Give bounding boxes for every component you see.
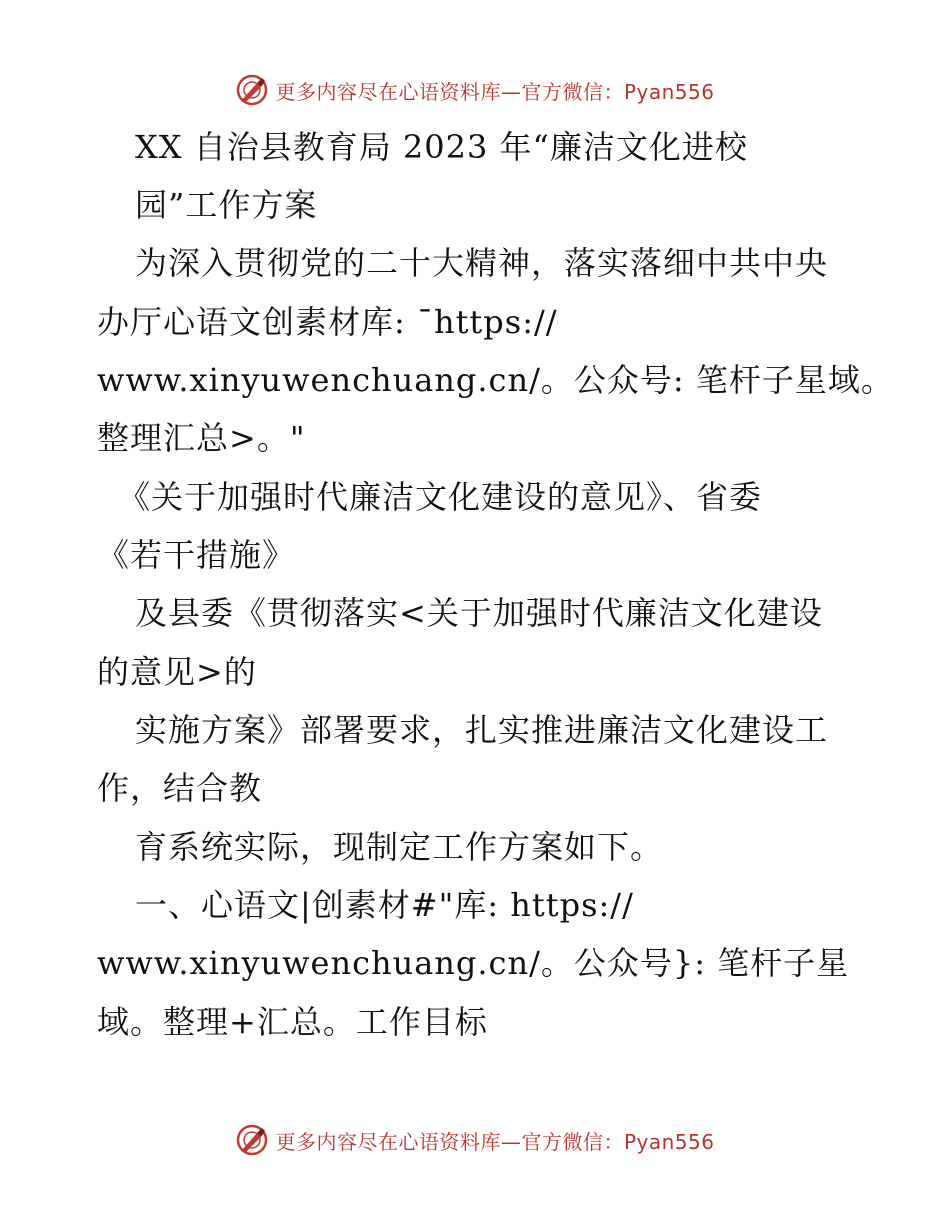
footer-banner	[0, 1120, 950, 1160]
paragraph-line: 育系统实际，现制定工作方案如下。	[135, 828, 664, 866]
paragraph-line: 办厅心语文创素材库: ¯https://	[97, 303, 558, 341]
header-banner-text: 更多内容尽在心语资料库—官方微信：Pyan556	[275, 79, 715, 104]
section-heading-line: 一、心语文|创素材#"库: https://	[135, 886, 634, 924]
paragraph-line: 《关于加强时代廉洁文化建设的意见》、省委	[118, 478, 763, 516]
footer-banner-text: 更多内容尽在心语资料库—官方微信：Pyan556	[275, 1129, 715, 1154]
title-line-2: 园”工作方案	[135, 186, 318, 224]
title-line-1: XX 自治县教育局 2023 年“廉洁文化进校	[135, 128, 748, 166]
paragraph-line: 及县委《贯彻落实<关于加强时代廉洁文化建设	[135, 594, 823, 632]
pen-logo-icon	[235, 1123, 269, 1157]
paragraph-line: www.xinyuwenchuang.cn/。公众号: 笔杆子星域。	[97, 361, 894, 399]
paragraph-line: 《若干措施》	[97, 536, 296, 574]
paragraph-line: 作，结合教	[97, 769, 263, 807]
section-heading-line: www.xinyuwenchuang.cn/。公众号}: 笔杆子星	[97, 944, 850, 982]
paragraph-line: 整理汇总>。"	[97, 419, 306, 457]
paragraph-line: 实施方案》部署要求，扎实推进廉洁文化建设工	[135, 711, 829, 749]
paragraph-line: 为深入贯彻党的二十大精神，落实落细中共中央	[135, 244, 829, 282]
paragraph-line: 的意见>的	[97, 653, 257, 691]
section-heading-line: 域。整理+汇总。工作目标	[97, 1003, 488, 1041]
